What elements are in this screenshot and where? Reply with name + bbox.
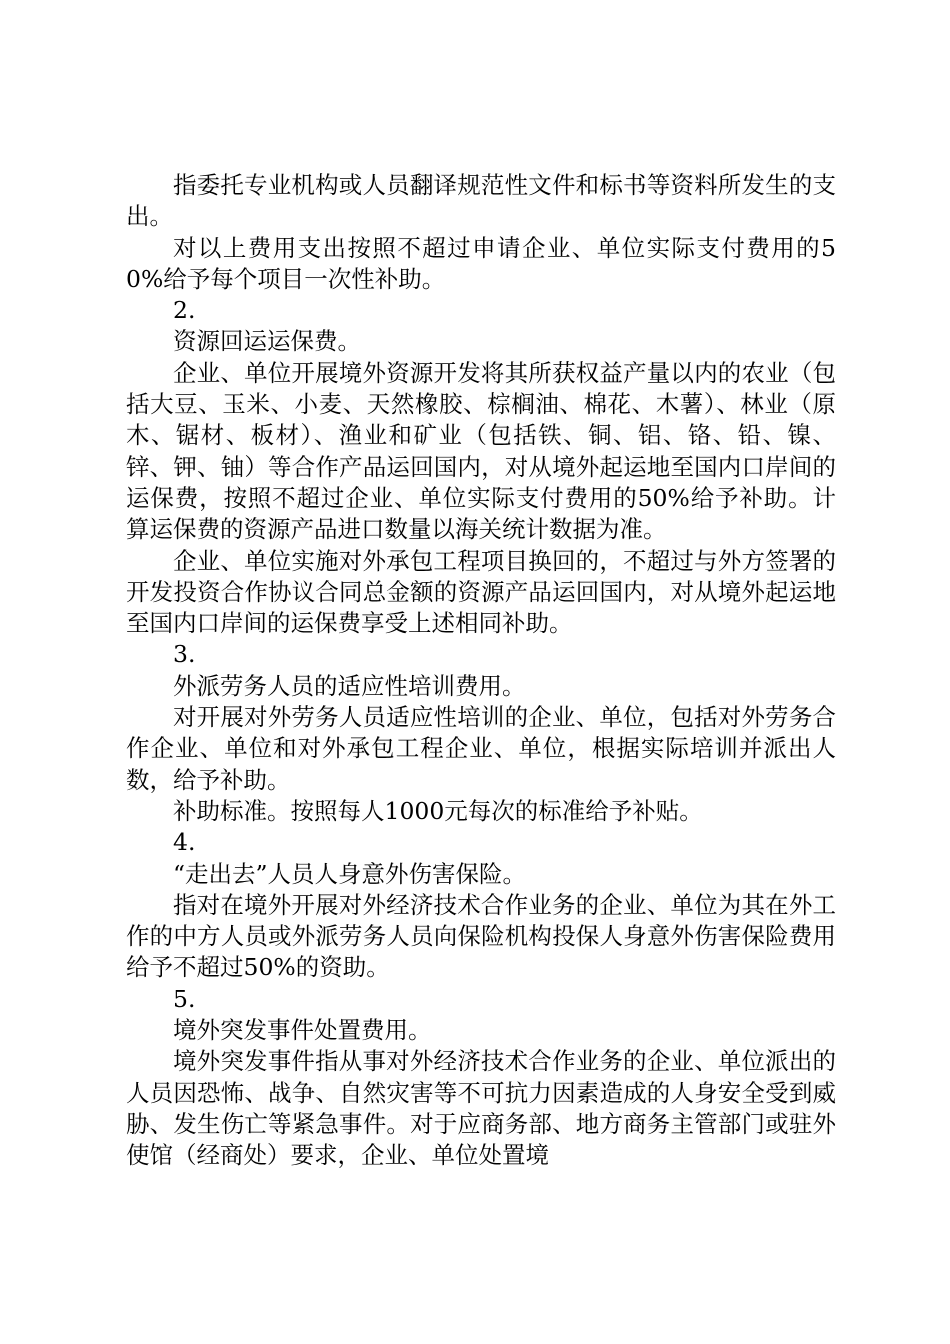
paragraph-training-subsidy: 对开展对外劳务人员适应性培训的企业、单位，包括对外劳务合作企业、单位和对外承包工程企业、单位，根据实际培训并派出人数，给予补助。 xyxy=(126,703,836,794)
section-number-3: 3. xyxy=(173,640,196,669)
paragraph-training-standard: 补助标准。按照每人1000元每次的标准给予补贴。 xyxy=(173,796,703,825)
paragraph-insurance: 指对在境外开展对外经济技术合作业务的企业、单位为其在外工作的中方人员或外派劳务人员向保险机构投保人身意外伤害保险费用给予不超过50%的资助。 xyxy=(126,890,836,982)
document-body xyxy=(126,170,836,1172)
paragraph-translation-cost: 指委托专业机构或人员翻译规范性文件和标书等资料所发生的支出。 xyxy=(126,171,836,231)
section-heading-freight: 资源回运运保费。 xyxy=(173,327,361,356)
paragraph-resource-return: 企业、单位开展境外资源开发将其所获权益产量以内的农业（包括大豆、玉米、小麦、天然橡胶、棕榈油、棉花、木薯）、林业（原木、锯材、板材）、渔业和矿业（包括铁、铜、铝、铬、铅、镍、锌、钾、铀）等合作产品运回国内，对从境外起运地至国内口岸间的运保费，按照不超过企业、单位实际支付费用的50%给予补助。计算运保费的资源产品进口数量以海关统计数据为准。 xyxy=(126,358,836,544)
section-heading-training: 外派劳务人员的适应性培训费用。 xyxy=(173,671,526,700)
section-heading-insurance: “走出去”人员人身意外伤害保险。 xyxy=(173,859,527,888)
paragraph-contract-projects: 企业、单位实施对外承包工程项目换回的，不超过与外方签署的开发投资合作协议合同总金额的资源产品运回国内，对从境外起运地至国内口岸间的运保费享受上述相同补助。 xyxy=(126,546,836,638)
section-number-4: 4. xyxy=(173,828,196,857)
section-number-5: 5. xyxy=(173,984,196,1013)
section-heading-emergency: 境外突发事件处置费用。 xyxy=(173,1016,432,1045)
paragraph-emergency: 境外突发事件指从事对外经济技术合作业务的企业、单位派出的人员因恐怖、战争、自然灾害等不可抗力因素造成的人身安全受到威胁、发生伤亡等紧急事件。对于应商务部、地方商务主管部门或驻外使馆（经商处）要求，企业、单位处置境 xyxy=(126,1047,836,1170)
paragraph-subsidy-rule: 对以上费用支出按照不超过申请企业、单位实际支付费用的50%给予每个项目一次性补助。 xyxy=(126,233,836,293)
section-number-2: 2. xyxy=(173,296,196,325)
